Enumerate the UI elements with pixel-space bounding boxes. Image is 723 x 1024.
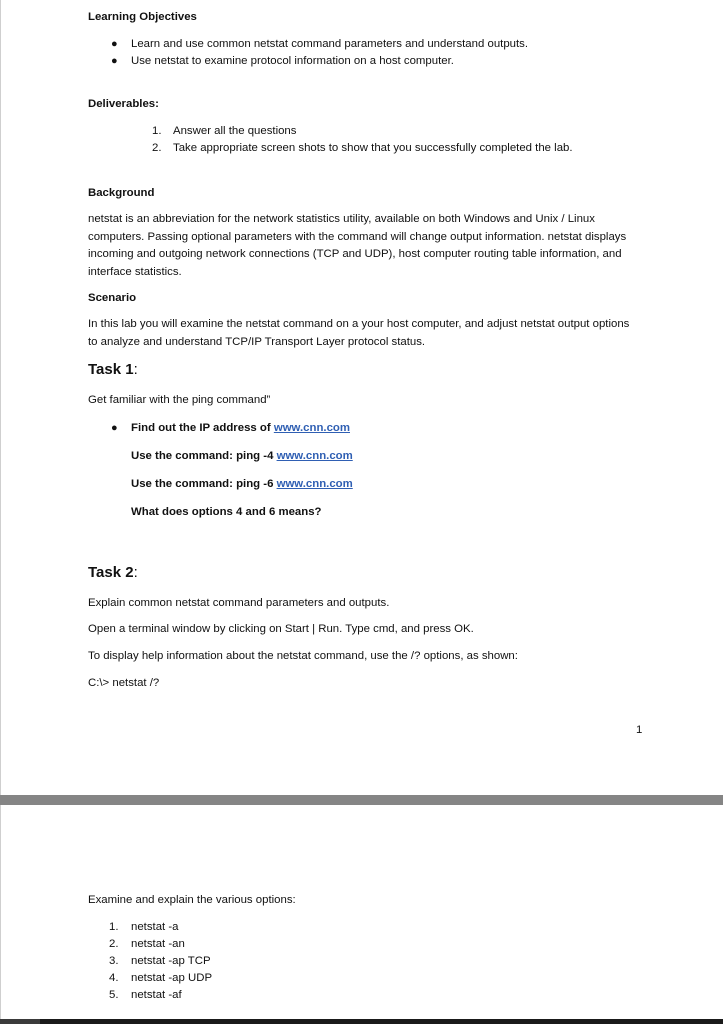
- objective-item: Learn and use common netstat command parameters and understand outputs.: [131, 38, 529, 50]
- scenario-heading: Scenario: [88, 292, 137, 304]
- task1-title-text: Task 1: [88, 361, 134, 378]
- task1-line-text: Use the command: ping -4: [131, 450, 277, 462]
- objective-item: Use netstat to examine protocol information on a host computer.: [131, 55, 454, 67]
- task1-line-text: What does options 4 and 6 means?: [131, 506, 322, 518]
- task1-title-colon: :: [133, 361, 138, 378]
- task1-intro: Get familiar with the ping command”: [88, 394, 271, 406]
- deliverable-item: Answer all the questions: [173, 125, 297, 137]
- deliverable-item: Take appropriate screen shots to show that you successfully completed the lab.: [173, 142, 573, 154]
- option-number: 1.: [109, 921, 119, 933]
- background-heading: Background: [88, 187, 155, 199]
- option-number: 4.: [109, 972, 119, 984]
- background-paragraph: netstat is an abbreviation for the network statistics utility, available on both Windows and Unix / Linux computers. Passing optional parameters with the command will change output information. netstat displays incoming and outgoing network connections (TCP and UDP), host computer routing table information, and interface statistics.: [88, 213, 627, 278]
- task2-title-colon: :: [133, 564, 138, 581]
- learning-objectives-heading: Learning Objectives: [88, 11, 197, 23]
- option-item: netstat -an: [131, 938, 185, 950]
- bullet-icon: ●: [111, 55, 118, 67]
- option-number: 3.: [109, 955, 119, 967]
- cnn-link[interactable]: www.cnn.com: [276, 450, 353, 462]
- option-number: 2.: [109, 938, 119, 950]
- deliverables-heading: Deliverables:: [88, 98, 159, 110]
- document-page-2: [0, 805, 723, 1019]
- viewer-bottom-bar: [0, 1019, 723, 1024]
- page-separator: [0, 795, 723, 805]
- cnn-link[interactable]: www.cnn.com: [276, 478, 353, 490]
- option-item: netstat -ap TCP: [131, 955, 211, 967]
- bullet-icon: ●: [111, 422, 118, 434]
- option-number: 5.: [109, 989, 119, 1001]
- task2-line: To display help information about the netstat command, use the /? options, as shown:: [88, 650, 518, 662]
- task1-line: [131, 420, 350, 438]
- command-line: C:\> netstat /?: [88, 677, 160, 689]
- task2-title: [88, 564, 138, 582]
- task2-line: Explain common netstat command parameters and outputs.: [88, 597, 390, 609]
- deliverable-number: 2.: [152, 142, 162, 154]
- scenario-paragraph: In this lab you will examine the netstat command on a your host computer, and adjust netstat output options to analyze and understand TCP/IP Transport Layer protocol status.: [88, 318, 630, 348]
- bullet-icon: ●: [111, 38, 118, 50]
- task2-title-text: Task 2: [88, 564, 134, 581]
- deliverable-number: 1.: [152, 125, 162, 137]
- task1-title: [88, 361, 138, 379]
- task1-line-text: Use the command: ping -6: [131, 478, 277, 490]
- task1-line: [131, 476, 353, 494]
- task1-line-text: Find out the IP address of: [131, 422, 274, 434]
- task1-line: [131, 504, 322, 522]
- option-item: netstat -ap UDP: [131, 972, 213, 984]
- task2-line: Open a terminal window by clicking on Start | Run. Type cmd, and press OK.: [88, 623, 474, 635]
- cnn-link[interactable]: www.cnn.com: [273, 422, 350, 434]
- option-item: netstat -a: [131, 921, 179, 933]
- page2-intro: Examine and explain the various options:: [88, 894, 296, 906]
- task1-line: [131, 448, 353, 466]
- page-number: 1: [636, 724, 643, 736]
- option-item: netstat -af: [131, 989, 182, 1001]
